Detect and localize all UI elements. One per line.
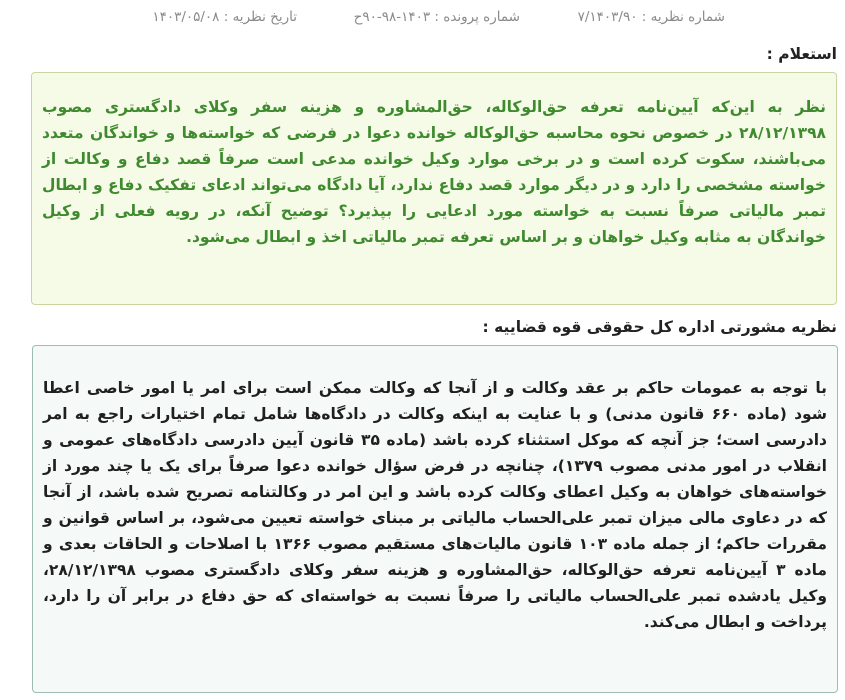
inquiry-box: [31, 72, 837, 305]
opinion-title: نظریه مشورتی اداره کل حقوقی قوه قضاییه :: [482, 318, 837, 336]
file-number: شماره پرونده : ۱۴۰۳-۹۸-۹۰ح: [353, 9, 520, 25]
inquiry-text: نظر به این‌که آیین‌نامه تعرفه حق‌الوکاله، حق‌المشاوره و هزینه سفر وکلای دادگستری مصوب ۲۸/۱۲/۱۳۹۸ در خصوص نحوه محاسبه حق‌الوکاله خوانده دعوا در فرضی که خواسته‌ها و خواندگان متعدد می‌باشند، سکوت کرده است و در برخی موارد وکیل خوانده مدعی است صرفاً قصد دفاع و وکالت از خواسته مشخصی را دارد و در دیگر موارد قصد دفاع ندارد، آیا دادگاه می‌تواند ادعای تفکیک دفاع و ابطال تمبر مالیاتی صرفاً نسبت به خواسته مورد ادعایی را بپذیرد؟ توضیح آنکه، در رویه فعلی از وکیل خواندگان به مثابه وکیل خواهان و بر اساس تعرفه تمبر مالیاتی اخذ و ابطال می‌شود.: [42, 98, 826, 246]
document-header: [0, 9, 845, 29]
opinion-date: تاریخ نظریه : ۱۴۰۳/۰۵/۰۸: [152, 9, 297, 25]
inquiry-title: استعلام :: [766, 45, 837, 63]
opinion-number: شماره نظریه : ۷/۱۴۰۳/۹۰: [577, 9, 725, 25]
opinion-text: با توجه به عمومات حاکم بر عقد وکالت و از آنجا که وکالت ممکن است برای امر یا امور خاصی اعطا شود (ماده ۶۶۰ قانون مدنی) و با عنایت به اینکه وکالت در دادگاه‌ها شامل تمام اختیارات راجع به امر دادرسی است؛ جز آنچه که موکل استثناء کرده باشد (ماده ۳۵ قانون آیین دادرسی دادگاه‌های عمومی و انقلاب در امور مدنی مصوب ۱۳۷۹)، چنانچه در فرض سؤال خوانده دعوا صرفاً برای یک یا چند مورد از خواسته‌های خواهان به وکیل اعطای وکالت کرده باشد و این امر در وکالتنامه تصریح شده باشد، از آنجا که در دعاوی مالی میزان تمبر علی‌الحساب مالیاتی بر مبنای خواسته تعیین می‌شود، بر اساس قوانین و مقررات حاکم؛ از جمله ماده ۱۰۳ قانون مالیات‌های مستقیم مصوب ۱۳۶۶ با اصلاحات و الحاقات بعدی و ماده ۳ آیین‌نامه تعرفه حق‌الوکاله، حق‌المشاوره و هزینه سفر وکلای دادگستری مصوب ۲۸/۱۲/۱۳۹۸، وکیل یادشده تمبر علی‌الحساب مالیاتی را صرفاً نسبت به خواسته‌ای که حق دفاع در برابر آن را دارد، پرداخت و ابطال می‌کند.: [43, 379, 828, 631]
opinion-box: [32, 345, 838, 693]
